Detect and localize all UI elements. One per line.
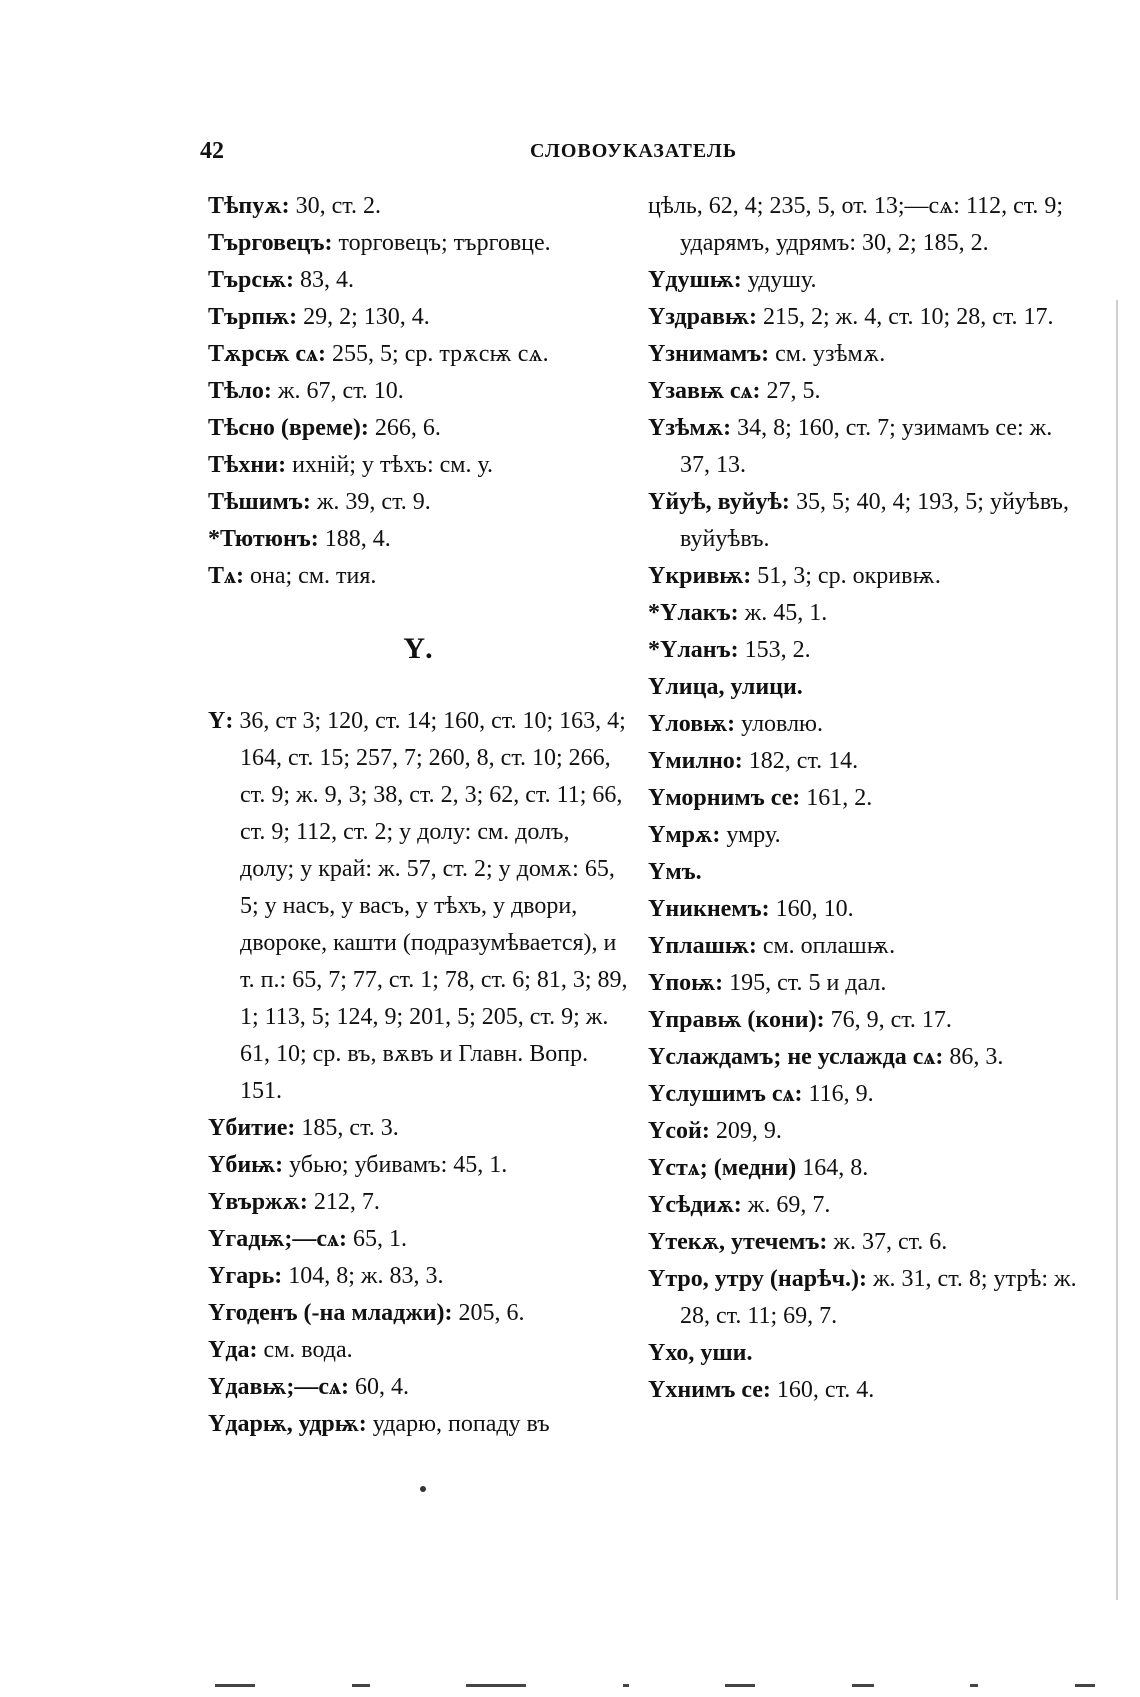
running-title: СЛОВОУКАЗАТЕЛЬ bbox=[530, 140, 738, 162]
entry-references: 182, ст. 14. bbox=[742, 748, 859, 774]
entry-headword: Үгарь: bbox=[208, 1263, 283, 1289]
letter-heading: Ү. bbox=[403, 632, 433, 665]
dictionary-entry bbox=[208, 1110, 628, 1147]
entry-references: 255, 5; ср. трѫсѭ сѧ. bbox=[326, 341, 549, 367]
entry-headword: *Тютюнъ: bbox=[208, 526, 319, 552]
entry-references: 212, 7. bbox=[307, 1189, 380, 1215]
entry-references: ж. 67, ст. 10. bbox=[271, 378, 404, 404]
entry-headword: Търпѭ: bbox=[208, 304, 298, 330]
dictionary-entry bbox=[208, 1221, 628, 1258]
entry-references: 188, 4. bbox=[318, 526, 391, 552]
page-header bbox=[200, 138, 960, 178]
entry-references: 86, 3. bbox=[943, 1044, 1004, 1070]
entry-references: 29, 2; 130, 4. bbox=[297, 304, 430, 330]
entry-headword: Үмрѫ: bbox=[648, 822, 721, 848]
entry-headword: Үдарѭ, удрѭ: bbox=[208, 1411, 367, 1437]
entry-headword: Үздравѭ: bbox=[648, 304, 757, 330]
entry-headword: Үзавѭ сѧ: bbox=[648, 378, 761, 404]
dictionary-entry bbox=[648, 1113, 1078, 1150]
dictionary-entry bbox=[648, 965, 1078, 1002]
dictionary-entry bbox=[208, 703, 628, 1110]
dictionary-entry bbox=[648, 373, 1078, 410]
entry-references: ж. 45, 1. bbox=[738, 600, 828, 626]
entry-headword: Үслаждамъ; не услажда сѧ: bbox=[648, 1044, 944, 1070]
dictionary-entry bbox=[648, 743, 1078, 780]
entry-references: 164, 8. bbox=[796, 1155, 869, 1181]
entry-headword: Үзѣмѫ: bbox=[648, 415, 732, 441]
entry-headword: Тѫрсѭ сѧ: bbox=[208, 341, 327, 367]
entry-references: убью; убивамъ: 45, 1. bbox=[283, 1152, 508, 1178]
entry-headword: Үтро, утру (нарѣч.): bbox=[648, 1266, 867, 1292]
entry-references: 76, 9, ст. 17. bbox=[824, 1007, 952, 1033]
dictionary-entry bbox=[208, 521, 628, 558]
dictionary-entry bbox=[648, 1150, 1078, 1187]
entry-headword: Үпоѭ: bbox=[648, 970, 724, 996]
entry-references: ж. 37, ст. 6. bbox=[827, 1229, 948, 1255]
dictionary-entry bbox=[648, 1076, 1078, 1113]
dictionary-entry bbox=[208, 410, 628, 447]
entry-references: уловлю. bbox=[735, 711, 823, 737]
entry-references: умру. bbox=[720, 822, 781, 848]
entry-headword: Үйуѣ, вуйуѣ: bbox=[648, 489, 790, 515]
entry-references: ж. 39, ст. 9. bbox=[310, 489, 431, 515]
entry-headword: Тѣсно (време): bbox=[208, 415, 369, 441]
dictionary-entry bbox=[208, 262, 628, 299]
dictionary-entry bbox=[648, 1372, 1078, 1409]
entry-headword: Үтекѫ, утечемъ: bbox=[648, 1229, 828, 1255]
entry-headword: Үслушимъ сѧ: bbox=[648, 1081, 803, 1107]
dictionary-entry bbox=[648, 595, 1078, 632]
entry-references: удушу. bbox=[741, 267, 817, 293]
entry-headword: Үхнимъ се: bbox=[648, 1377, 771, 1403]
entry-references: ж. 31, ст. 8; утрѣ: ж. 28, ст. 11; 69, 7. bbox=[680, 1266, 1077, 1329]
dictionary-entry bbox=[208, 373, 628, 410]
dictionary-entry bbox=[208, 336, 628, 373]
dictionary-entry bbox=[648, 928, 1078, 965]
dictionary-entry bbox=[208, 1147, 628, 1184]
entry-references: см. вода. bbox=[257, 1337, 353, 1363]
dictionary-entry bbox=[648, 410, 1078, 484]
page-number: 42 bbox=[200, 138, 224, 164]
dictionary-entry bbox=[648, 780, 1078, 817]
entry-headword: Үплашѭ: bbox=[648, 933, 757, 959]
entry-references: ихній; у тѣхъ: см. у. bbox=[286, 452, 494, 478]
entry-references: она; см. тия. bbox=[244, 563, 377, 589]
entry-headword: Ү: bbox=[208, 708, 234, 734]
dictionary-entry bbox=[208, 1184, 628, 1221]
entry-headword: Үникнемъ: bbox=[648, 896, 770, 922]
entry-headword: Үдушѭ: bbox=[648, 267, 742, 293]
entry-headword: *Үланъ: bbox=[648, 637, 739, 663]
entry-references: см. оплашѭ. bbox=[756, 933, 896, 959]
entry-headword: Тѣпуѫ: bbox=[208, 193, 290, 219]
dictionary-entry bbox=[208, 1369, 628, 1406]
entry-references: ж. 69, 7. bbox=[741, 1192, 831, 1218]
dictionary-entry bbox=[208, 1258, 628, 1295]
entry-references: 195, ст. 5 и дал. bbox=[723, 970, 887, 996]
entry-headword: Тѣло: bbox=[208, 378, 272, 404]
entry-references: 51, 3; ср. окривѭ. bbox=[751, 563, 941, 589]
entry-headword: Үморнимъ се: bbox=[648, 785, 801, 811]
entry-headword: Үбиѭ: bbox=[208, 1152, 284, 1178]
entry-headword: Үправѭ (кони): bbox=[648, 1007, 825, 1033]
scan-edge-line bbox=[1116, 300, 1118, 1600]
entry-references: 160, ст. 4. bbox=[770, 1377, 875, 1403]
bottom-scan-marks bbox=[215, 1684, 1095, 1688]
entry-headword: Үбитие: bbox=[208, 1115, 296, 1141]
entry-headword: Тѣхни: bbox=[208, 452, 287, 478]
entry-references: см. узѣмѫ. bbox=[769, 341, 886, 367]
dictionary-entry bbox=[208, 484, 628, 521]
dictionary-entry bbox=[208, 188, 628, 225]
entry-headword: Үзнимамъ: bbox=[648, 341, 770, 367]
left-column bbox=[208, 188, 628, 1443]
entry-references: 27, 5. bbox=[760, 378, 821, 404]
right-entries bbox=[648, 188, 1078, 1409]
entry-headword: Үсѣдиѫ: bbox=[648, 1192, 742, 1218]
left-entries-after bbox=[208, 703, 628, 1443]
entry-headword: Үстѧ; (медни) bbox=[648, 1155, 797, 1181]
dictionary-entry bbox=[648, 1039, 1078, 1076]
entry-references: торговецъ; търговце. bbox=[332, 230, 551, 256]
entry-references: 116, 9. bbox=[802, 1081, 874, 1107]
entry-references: 65, 1. bbox=[346, 1226, 407, 1252]
entry-references: 185, ст. 3. bbox=[295, 1115, 399, 1141]
dictionary-entry bbox=[648, 817, 1078, 854]
entry-references: 153, 2. bbox=[738, 637, 811, 663]
entry-headword: Үмъ. bbox=[648, 859, 702, 885]
entry-headword: Тѧ: bbox=[208, 563, 244, 589]
entry-headword: Үгадѭ;—сѧ: bbox=[208, 1226, 347, 1252]
dictionary-entry bbox=[208, 1295, 628, 1332]
left-entries-before bbox=[208, 188, 628, 595]
dictionary-entry bbox=[648, 1187, 1078, 1224]
entry-headword: Үсой: bbox=[648, 1118, 710, 1144]
entry-headword: Үдавѭ;—сѧ: bbox=[208, 1374, 350, 1400]
entry-references: 160, 10. bbox=[769, 896, 854, 922]
entry-headword: Үхо, уши. bbox=[648, 1340, 753, 1366]
dictionary-entry bbox=[648, 484, 1078, 558]
dictionary-entry bbox=[208, 299, 628, 336]
dictionary-entry bbox=[208, 1332, 628, 1369]
dictionary-entry bbox=[648, 262, 1078, 299]
entry-references: 161, 2. bbox=[800, 785, 873, 811]
entry-headword: Тѣшимъ: bbox=[208, 489, 311, 515]
entry-headword: Үловѭ: bbox=[648, 711, 736, 737]
entry-references: 36, ст 3; 120, ст. 14; 160, ст. 10; 163, 4; 164, ст. 15; 257, 7; 260, 8, ст. 10; 266, ст. 9; ж. 9, 3; 38, ст. 2, 3; 62, ст. 11; 66, ст. 9; 112, ст. 2; у долу: см. долъ, долу; у край: ж. 57, ст. 2; у домѫ: 65, 5; у насъ, у васъ, у тѣхъ, у двори, двороке, кашти (подразумѣвается), и т. п.: 65, 7; 77, ст. 1; 78, ст. 6; 81, 3; 89, 1; 113, 5; 124, 9; 201, 5; 205, ст. 9; ж. 61, 10; ср. въ, вѫвъ и Главн. Вопр. 151. bbox=[233, 708, 628, 1104]
dictionary-entry bbox=[648, 188, 1078, 262]
entry-headword: Үлица, улици. bbox=[648, 674, 803, 700]
dictionary-entry bbox=[648, 1335, 1078, 1372]
entry-headword: Търсѭ: bbox=[208, 267, 294, 293]
entry-headword: Үда: bbox=[208, 1337, 258, 1363]
entry-references: 104, 8; ж. 83, 3. bbox=[282, 1263, 444, 1289]
entry-references: 34, 8; 160, ст. 7; узимамъ се: ж. 37, 13. bbox=[680, 415, 1053, 478]
dictionary-entry bbox=[648, 891, 1078, 928]
entry-references: 83, 4. bbox=[293, 267, 354, 293]
entry-references: 266, 6. bbox=[368, 415, 441, 441]
entry-references: 35, 5; 40, 4; 193, 5; уйуѣвъ, вуйуѣвъ. bbox=[680, 489, 1069, 552]
dictionary-entry bbox=[208, 558, 628, 595]
entry-references: ударю, попаду въ bbox=[366, 1411, 550, 1437]
dictionary-entry bbox=[648, 1224, 1078, 1261]
entry-references: 205, 6. bbox=[452, 1300, 525, 1326]
entry-headword: *Үлакъ: bbox=[648, 600, 739, 626]
dictionary-entry bbox=[648, 558, 1078, 595]
dictionary-entry bbox=[208, 225, 628, 262]
entry-references: 215, 2; ж. 4, ст. 10; 28, ст. 17. bbox=[756, 304, 1054, 330]
dictionary-entry bbox=[648, 632, 1078, 669]
dictionary-entry bbox=[648, 1002, 1078, 1039]
entry-headword: Үгоденъ (-на младжи): bbox=[208, 1300, 453, 1326]
dictionary-entry bbox=[208, 1406, 628, 1443]
entry-references: 30, ст. 2. bbox=[289, 193, 381, 219]
dictionary-entry bbox=[648, 1261, 1078, 1335]
entry-references: 209, 9. bbox=[709, 1118, 782, 1144]
entry-headword: Үмилно: bbox=[648, 748, 743, 774]
dictionary-entry bbox=[648, 706, 1078, 743]
entry-headword: Үвържѫ: bbox=[208, 1189, 308, 1215]
right-column bbox=[648, 188, 1078, 1409]
entry-references: 60, 4. bbox=[349, 1374, 410, 1400]
entry-headword: Търговецъ: bbox=[208, 230, 333, 256]
dictionary-entry bbox=[208, 447, 628, 484]
dictionary-entry bbox=[648, 336, 1078, 373]
ink-dot bbox=[420, 1486, 426, 1492]
dictionary-entry bbox=[648, 669, 1078, 706]
dictionary-entry bbox=[648, 299, 1078, 336]
entry-references: цѣль, 62, 4; 235, 5, от. 13;—сѧ: 112, ст. 9; ударямъ, удрямъ: 30, 2; 185, 2. bbox=[648, 193, 1064, 256]
dictionary-entry bbox=[648, 854, 1078, 891]
entry-headword: Үкривѭ: bbox=[648, 563, 752, 589]
